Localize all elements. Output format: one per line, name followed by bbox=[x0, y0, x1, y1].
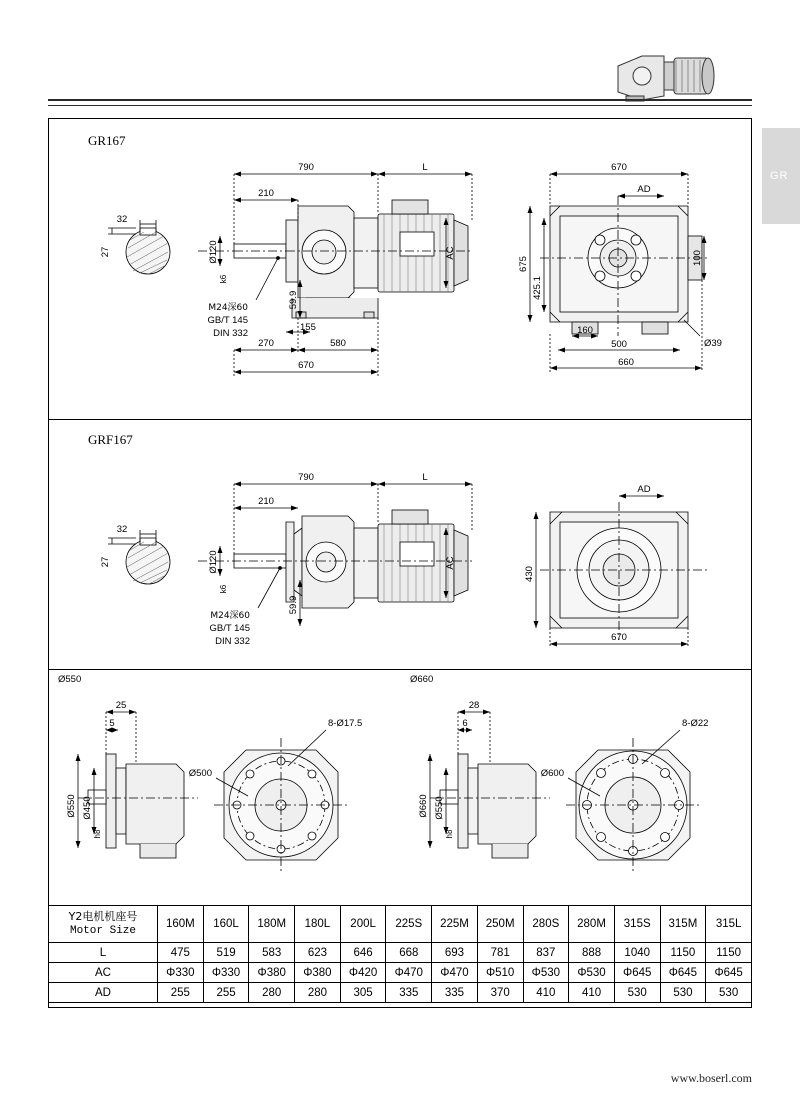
cell: 888 bbox=[569, 943, 615, 963]
cell: 255 bbox=[203, 983, 249, 1003]
col-header: 315L bbox=[706, 906, 752, 943]
dim-27: 27 bbox=[100, 246, 111, 258]
dim-bore-tol: h8 bbox=[445, 829, 454, 839]
spec-table bbox=[48, 905, 752, 1003]
dim-AC: AC bbox=[445, 556, 456, 570]
col-header: 250M bbox=[477, 906, 523, 943]
dim-580: 580 bbox=[330, 338, 346, 349]
cell: 410 bbox=[569, 983, 615, 1003]
cell: 668 bbox=[386, 943, 432, 963]
table-corner-header bbox=[49, 906, 158, 943]
dim-AD: AD bbox=[637, 484, 651, 495]
dim-28: 28 bbox=[468, 700, 480, 711]
dim-27: 27 bbox=[100, 556, 111, 568]
cell: Φ530 bbox=[523, 963, 569, 983]
table-row bbox=[49, 943, 752, 963]
col-header: 160L bbox=[203, 906, 249, 943]
table-header-row bbox=[49, 906, 752, 943]
row-label: AC bbox=[49, 963, 158, 983]
cell: 1150 bbox=[706, 943, 752, 963]
note-gbt145: GB/T 145 bbox=[209, 623, 250, 634]
col-header: 160M bbox=[158, 906, 204, 943]
dim-425-1: 425.1 bbox=[532, 276, 543, 300]
cell: Φ330 bbox=[203, 963, 249, 983]
cell: 519 bbox=[203, 943, 249, 963]
col-header: 180L bbox=[295, 906, 341, 943]
dim-bore-450: Ø450 bbox=[82, 796, 93, 820]
dim-100: 100 bbox=[692, 250, 703, 266]
dim-670-top-right: 670 bbox=[611, 162, 627, 173]
cell: Φ470 bbox=[432, 963, 478, 983]
dim-shaft-tol: k6 bbox=[219, 274, 228, 284]
frame-divider-1 bbox=[49, 419, 751, 420]
table-row bbox=[49, 963, 752, 983]
dim-790: 790 bbox=[298, 472, 314, 483]
cell: 280 bbox=[249, 983, 295, 1003]
table-row bbox=[49, 983, 752, 1003]
dim-5: 5 bbox=[109, 718, 115, 729]
header-rule bbox=[48, 99, 752, 106]
cell: 280 bbox=[295, 983, 341, 1003]
cell: 530 bbox=[614, 983, 660, 1003]
cell: 530 bbox=[706, 983, 752, 1003]
note-thread: M24深60 bbox=[208, 303, 248, 313]
dim-790: 790 bbox=[298, 162, 314, 173]
dim-pcd-600: Ø600 bbox=[540, 768, 564, 779]
cell: 693 bbox=[432, 943, 478, 963]
footer-url: www.boserl.com bbox=[670, 1071, 752, 1085]
dim-160: 160 bbox=[577, 325, 593, 336]
section-label-grf167: GRF167 bbox=[88, 432, 133, 447]
dim-210: 210 bbox=[258, 496, 274, 507]
col-header: 280S bbox=[523, 906, 569, 943]
row-label: AD bbox=[49, 983, 158, 1003]
dim-hole-39: Ø39 bbox=[704, 338, 722, 349]
dim-675: 675 bbox=[518, 256, 529, 272]
dim-670: 670 bbox=[611, 632, 627, 643]
cell: Φ645 bbox=[706, 963, 752, 983]
dim-AD: AD bbox=[637, 184, 651, 195]
dim-430: 430 bbox=[524, 566, 535, 582]
section-tab-label: GR bbox=[770, 170, 789, 182]
note-thread: M24深60 bbox=[210, 611, 250, 621]
dim-holes: 8-Ø22 bbox=[682, 718, 709, 729]
drawing-flange-550 bbox=[48, 668, 400, 890]
cell: Φ645 bbox=[660, 963, 706, 983]
cell: 781 bbox=[477, 943, 523, 963]
note-gbt145: GB/T 145 bbox=[207, 315, 248, 326]
corner-label-cn: Y2电机机座号 bbox=[68, 910, 138, 923]
dim-outer-550: Ø550 bbox=[66, 794, 77, 818]
row-label: L bbox=[49, 943, 158, 963]
dim-32: 32 bbox=[116, 214, 128, 225]
cell: Φ420 bbox=[340, 963, 386, 983]
product-illustration bbox=[612, 52, 722, 104]
drawing-gr167 bbox=[48, 140, 752, 400]
col-header: 180M bbox=[249, 906, 295, 943]
cell: 623 bbox=[295, 943, 341, 963]
dim-outer-660: Ø660 bbox=[418, 794, 429, 818]
cell: 410 bbox=[523, 983, 569, 1003]
cell: 1040 bbox=[614, 943, 660, 963]
cell: 530 bbox=[660, 983, 706, 1003]
dim-shaft-dia: Ø120 bbox=[208, 240, 219, 264]
cell: Φ330 bbox=[158, 963, 204, 983]
note-din332: DIN 332 bbox=[213, 328, 248, 339]
col-header: 225M bbox=[432, 906, 478, 943]
flange-660-title: Ø660 bbox=[410, 674, 434, 685]
dim-210: 210 bbox=[258, 188, 274, 199]
dim-bore-550: Ø550 bbox=[434, 796, 445, 820]
cell: 1150 bbox=[660, 943, 706, 963]
dim-6: 6 bbox=[462, 718, 468, 729]
cell: 475 bbox=[158, 943, 204, 963]
dim-32: 32 bbox=[116, 524, 128, 535]
cell: 837 bbox=[523, 943, 569, 963]
drawing-flange-660 bbox=[400, 668, 752, 890]
col-header: 315M bbox=[660, 906, 706, 943]
dim-shaft-dia: Ø120 bbox=[208, 550, 219, 574]
cell: 335 bbox=[432, 983, 478, 1003]
cell: 305 bbox=[340, 983, 386, 1003]
cell: 583 bbox=[249, 943, 295, 963]
col-header: 200L bbox=[340, 906, 386, 943]
dim-660: 660 bbox=[618, 357, 634, 368]
cell: Φ645 bbox=[614, 963, 660, 983]
cell: 370 bbox=[477, 983, 523, 1003]
col-header: 280M bbox=[569, 906, 615, 943]
dim-270: 270 bbox=[258, 338, 274, 349]
col-header: 225S bbox=[386, 906, 432, 943]
dim-holes: 8-Ø17.5 bbox=[328, 718, 363, 729]
flange-550-title: Ø550 bbox=[58, 674, 82, 685]
cell: Φ530 bbox=[569, 963, 615, 983]
dim-59-9: 59.9 bbox=[288, 290, 299, 310]
drawing-grf167 bbox=[48, 450, 752, 650]
cell: Φ510 bbox=[477, 963, 523, 983]
dim-bore-tol: h8 bbox=[93, 829, 102, 839]
cell: 335 bbox=[386, 983, 432, 1003]
dim-500: 500 bbox=[611, 339, 627, 350]
cell: Φ380 bbox=[295, 963, 341, 983]
dim-L: L bbox=[422, 472, 428, 483]
dim-155: 155 bbox=[300, 322, 316, 333]
dim-25: 25 bbox=[115, 700, 127, 711]
corner-label-en: Motor Size bbox=[69, 925, 136, 937]
spec-table-wrapper bbox=[48, 905, 752, 1003]
cell: Φ380 bbox=[249, 963, 295, 983]
cell: 646 bbox=[340, 943, 386, 963]
col-header: 315S bbox=[614, 906, 660, 943]
note-din332: DIN 332 bbox=[215, 636, 250, 647]
dim-pcd-500: Ø500 bbox=[188, 768, 212, 779]
cell: Φ470 bbox=[386, 963, 432, 983]
dim-59-9: 59.9 bbox=[288, 595, 299, 615]
dim-670-bottom: 670 bbox=[298, 360, 314, 371]
dim-shaft-tol: k6 bbox=[219, 584, 228, 594]
dim-L: L bbox=[422, 162, 428, 173]
cell: 255 bbox=[158, 983, 204, 1003]
section-tab bbox=[762, 128, 800, 224]
dim-AC: AC bbox=[445, 246, 456, 260]
section-label-gr167: GR167 bbox=[88, 133, 126, 148]
